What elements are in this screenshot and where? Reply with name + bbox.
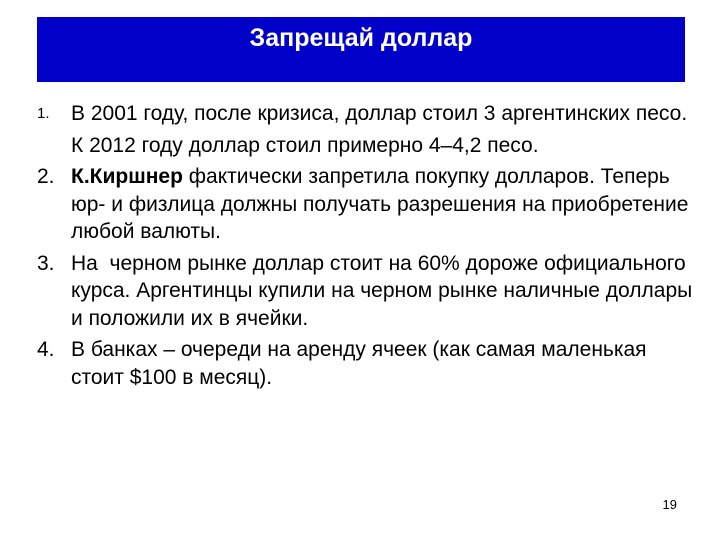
slide-title: Запрещай доллар (249, 24, 473, 52)
list-item-4 (37, 336, 697, 391)
list-item-3 (37, 250, 697, 333)
list-item-1 (37, 100, 697, 128)
slide-content (37, 100, 697, 395)
list-item-number: 3. (37, 251, 55, 275)
list-item-bold-lead: К.Киршнер (71, 165, 183, 188)
list-item-text: В 2001 году, после кризиса, доллар стоил 3 аргентинских песо. (71, 102, 688, 125)
list-item-number: 4. (37, 338, 55, 361)
list-item-text: В банках – очереди на аренду ячеек (как самая маленькая стоит $100 в месяц). (71, 338, 647, 389)
list-item-2 (37, 163, 697, 246)
page-number: 19 (662, 497, 677, 512)
list-item-1-continuation: К 2012 году доллар стоил примерно 4–4,2 песо. (71, 133, 539, 157)
list-item-number: 1. (37, 105, 50, 122)
list-item-number: 2. (37, 165, 55, 188)
title-bar (37, 17, 685, 82)
list-item-text: На черном рынке доллар стоит на 60% дороже официального курса. Аргентинцы купили на черном рынке наличные доллары и положили их в ячейки. (71, 251, 699, 330)
list-item-text: фактически запретила покупку долларов. Теперь юр- и физлица должны получать разрешения на приобретение любой валюты. (71, 165, 689, 243)
